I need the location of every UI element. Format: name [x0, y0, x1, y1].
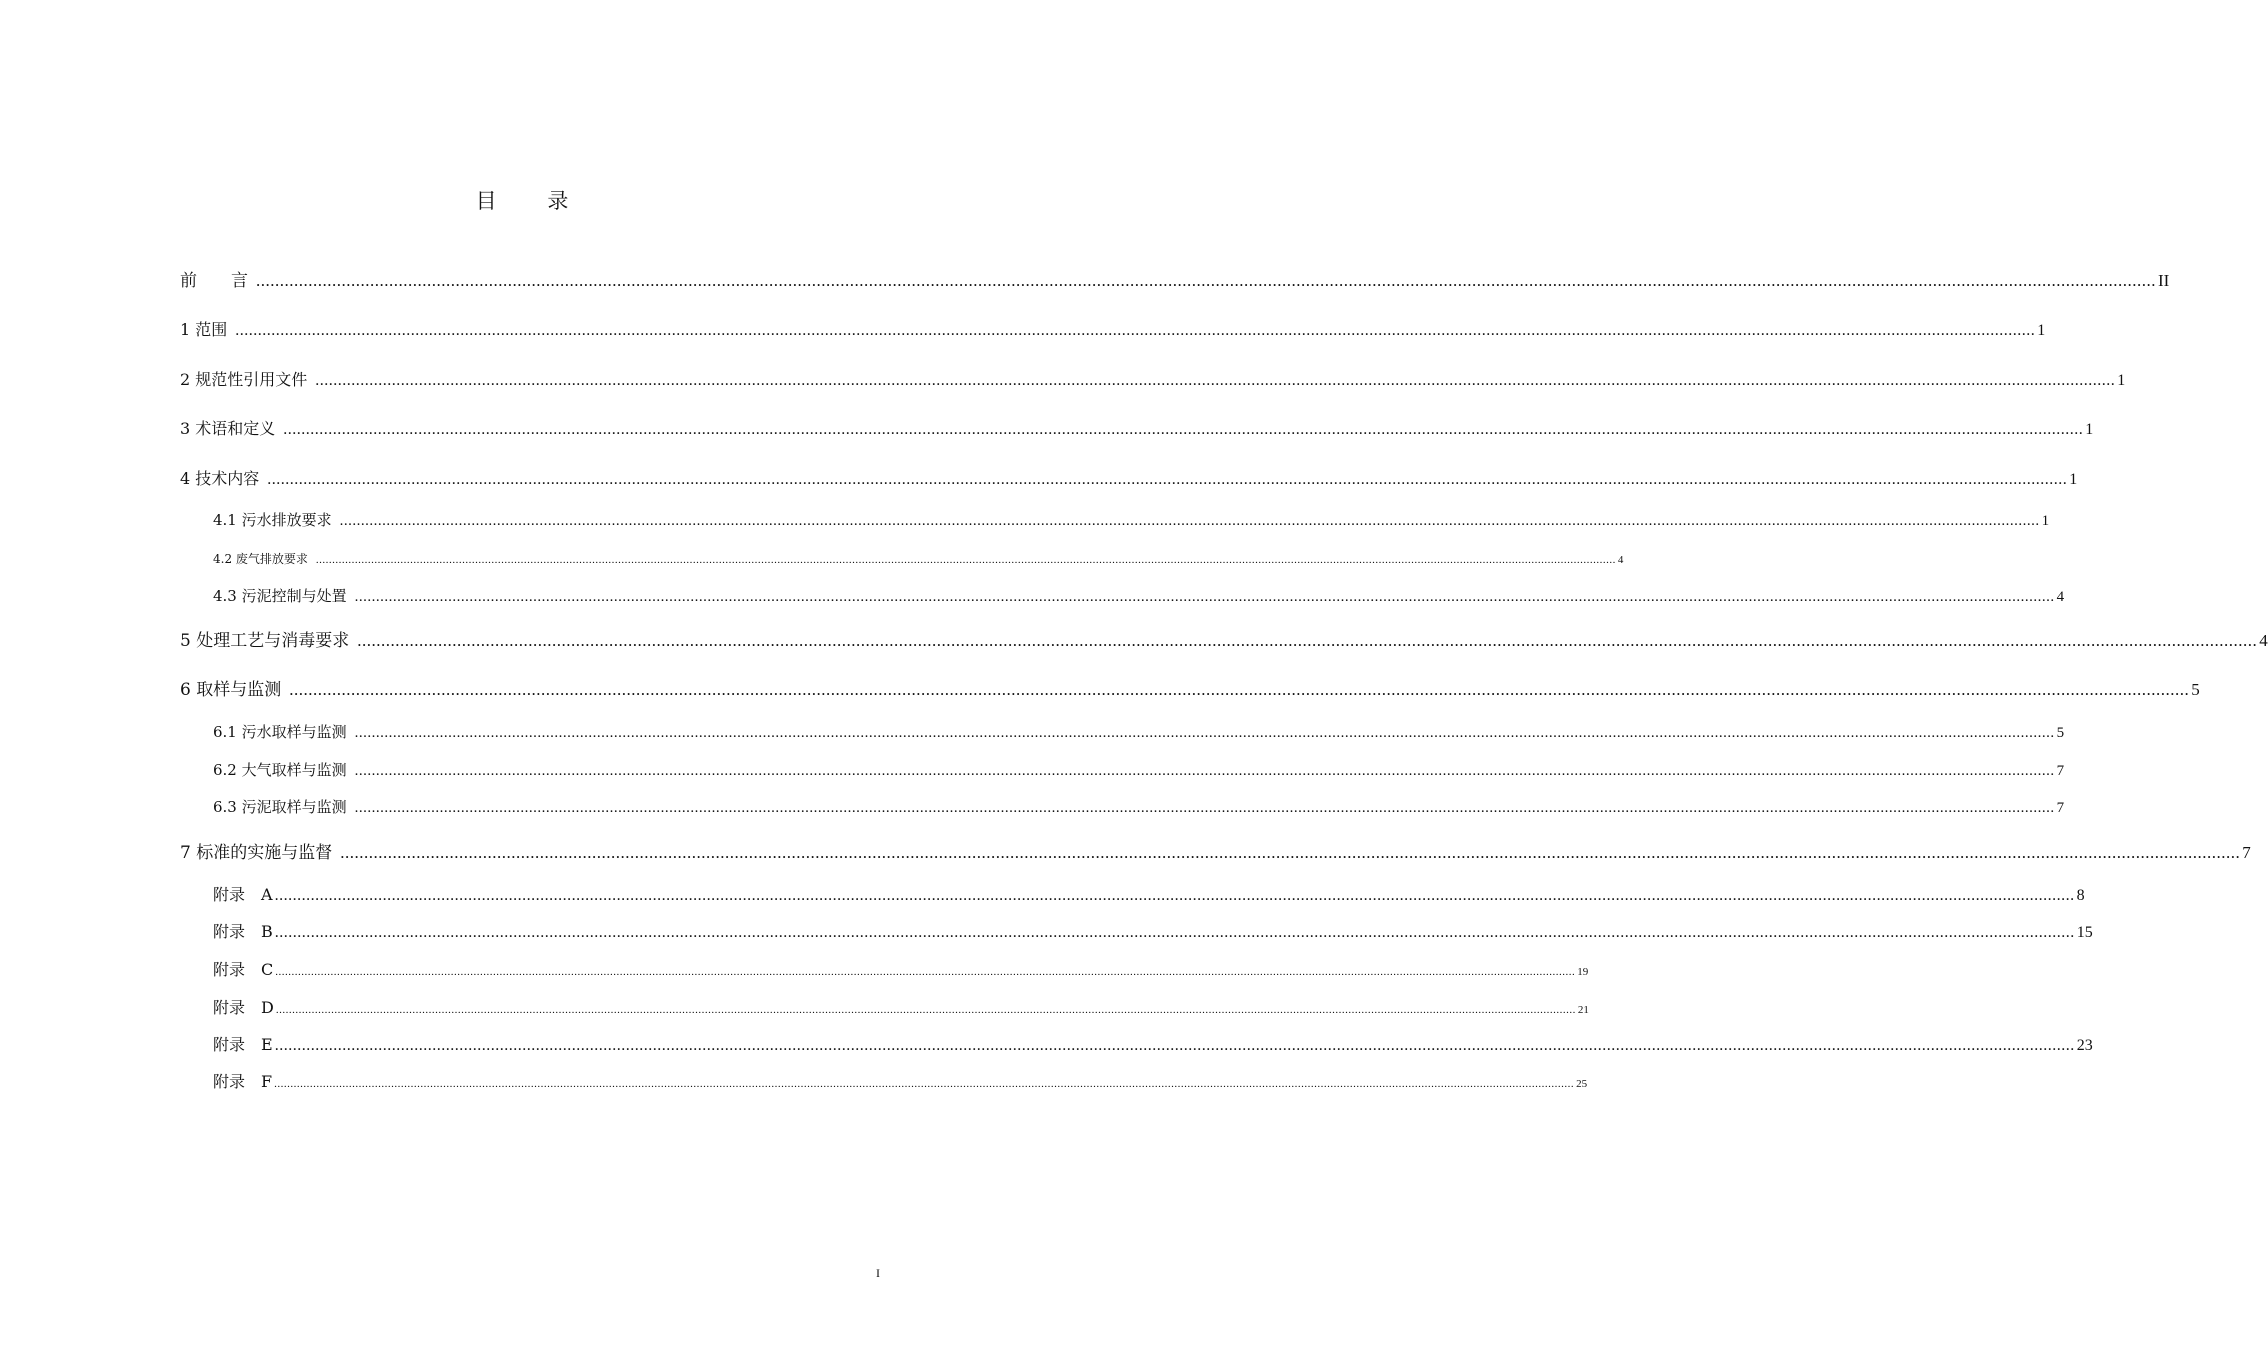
- toc-leader-dots: ................................................................................................................................................................................................................................................................................................................................................................................................................: [274, 1078, 1575, 1090]
- toc-entry-3[interactable]: [180, 416, 2094, 439]
- toc-leader-dots: ................................................................................................................................................................................................................................................................................................................................................................................................................: [354, 763, 2055, 779]
- toc-entry-6[interactable]: [180, 675, 2200, 700]
- toc-label: 4.2 废气排放要求: [213, 552, 308, 566]
- toc-page-number: 15: [2076, 924, 2093, 941]
- toc-page-number: 5: [2056, 725, 2065, 741]
- toc-leader-dots: ................................................................................................................................................................................................................................................................................................................................................................................................................: [283, 421, 2084, 438]
- toc-leader-dots: ................................................................................................................................................................................................................................................................................................................................................................................................................: [315, 372, 2116, 389]
- toc-page-number: 1: [2037, 322, 2046, 339]
- toc-entry-appendix-e[interactable]: [213, 1032, 2093, 1055]
- toc-leader-dots: ................................................................................................................................................................................................................................................................................................................................................................................................................: [357, 631, 2258, 650]
- toc-leader-dots: ................................................................................................................................................................................................................................................................................................................................................................................................................: [274, 887, 2075, 904]
- toc-page-number: 7: [2056, 763, 2065, 779]
- toc-label: 3 术语和定义: [180, 419, 276, 438]
- toc-entry-appendix-d[interactable]: [213, 995, 1589, 1018]
- toc-label: 附录 E: [213, 1035, 273, 1054]
- toc-page-number: 1: [2117, 372, 2126, 389]
- toc-page-number: 1: [2041, 513, 2050, 529]
- toc-label: 7 标准的实施与监督: [180, 843, 333, 863]
- toc-page-number: 1: [2085, 421, 2094, 438]
- toc-page-number: 4: [2056, 589, 2065, 605]
- toc-entry-7[interactable]: [180, 838, 2251, 863]
- toc-leader-dots: ................................................................................................................................................................................................................................................................................................................................................................................................................: [340, 843, 2241, 862]
- toc-label: 5 处理工艺与消毒要求: [180, 631, 350, 651]
- toc-page-number: 1: [2069, 471, 2078, 488]
- toc-entry-appendix-f[interactable]: [213, 1069, 1588, 1092]
- toc-label: 6.1 污水取样与监测: [213, 723, 347, 741]
- toc-page-number: 4: [2259, 631, 2268, 650]
- toc-leader-dots: ................................................................................................................................................................................................................................................................................................................................................................................................................: [354, 589, 2055, 605]
- toc-page-number: 7: [2056, 800, 2065, 816]
- toc-entry-appendix-b[interactable]: [213, 919, 2093, 942]
- toc-page-number: II: [2158, 271, 2170, 290]
- toc-leader-dots: ................................................................................................................................................................................................................................................................................................................................................................................................................: [274, 924, 2075, 941]
- toc-page-number: 21: [1577, 1004, 1589, 1016]
- toc-label: 6.2 大气取样与监测: [213, 761, 347, 779]
- toc-leader-dots: ................................................................................................................................................................................................................................................................................................................................................................................................................: [354, 800, 2055, 816]
- toc-leader-dots: ................................................................................................................................................................................................................................................................................................................................................................................................................: [267, 471, 2068, 488]
- toc-label: 4.3 污泥控制与处置: [213, 587, 347, 605]
- toc-label: 附录 A: [213, 885, 273, 904]
- toc-label: 4 技术内容: [180, 469, 260, 488]
- toc-page-number: 19: [1577, 966, 1589, 978]
- page-title: 目 录: [475, 189, 591, 213]
- toc-entry-appendix-a[interactable]: [213, 882, 2085, 905]
- toc-leader-dots: ................................................................................................................................................................................................................................................................................................................................................................................................................: [354, 725, 2055, 741]
- toc-label: 附录 F: [213, 1072, 273, 1091]
- toc-leader-dots: ................................................................................................................................................................................................................................................................................................................................................................................................................: [275, 966, 1576, 978]
- toc-page-number: 8: [2076, 887, 2085, 904]
- toc-label: 2 规范性引用文件: [180, 370, 308, 389]
- toc-page-number: 23: [2076, 1037, 2093, 1054]
- toc-label: 1 范围: [180, 320, 228, 339]
- toc-label: 附录 D: [213, 998, 274, 1017]
- toc-page-number: 25: [1576, 1078, 1588, 1090]
- toc-label: 附录 B: [213, 922, 273, 941]
- toc-leader-dots: ................................................................................................................................................................................................................................................................................................................................................................................................................: [315, 554, 1616, 566]
- toc-leader-dots: ................................................................................................................................................................................................................................................................................................................................................................................................................: [256, 271, 2156, 290]
- toc-entry-6-2[interactable]: [213, 759, 2065, 780]
- toc-page-number: 7: [2242, 843, 2251, 862]
- toc-entry-1[interactable]: [180, 317, 2046, 340]
- toc-entry-4-1[interactable]: [213, 509, 2050, 530]
- toc-page-number: 5: [2191, 680, 2200, 699]
- toc-entry-preface[interactable]: [180, 266, 2170, 291]
- toc-label: 前 言: [180, 271, 248, 291]
- toc-entry-5[interactable]: [180, 626, 2268, 651]
- toc-entry-4[interactable]: [180, 466, 2078, 489]
- footer-page-number: I: [876, 1266, 880, 1280]
- toc-leader-dots: ................................................................................................................................................................................................................................................................................................................................................................................................................: [235, 322, 2036, 339]
- toc-label: 6.3 污泥取样与监测: [213, 798, 347, 816]
- toc-leader-dots: ................................................................................................................................................................................................................................................................................................................................................................................................................: [289, 680, 2190, 699]
- toc-entry-2[interactable]: [180, 367, 2126, 390]
- toc-entry-4-3[interactable]: [213, 585, 2065, 606]
- toc-entry-4-2[interactable]: [213, 550, 1624, 567]
- toc-page-number: 4: [1617, 554, 1624, 566]
- toc-leader-dots: ................................................................................................................................................................................................................................................................................................................................................................................................................: [339, 513, 2040, 529]
- toc-leader-dots: ................................................................................................................................................................................................................................................................................................................................................................................................................: [274, 1037, 2075, 1054]
- toc-entry-6-1[interactable]: [213, 721, 2065, 742]
- toc-label: 附录 C: [213, 960, 274, 979]
- toc-entry-appendix-c[interactable]: [213, 957, 1589, 980]
- toc-label: 4.1 污水排放要求: [213, 511, 332, 529]
- toc-label: 6 取样与监测: [180, 680, 282, 700]
- toc-leader-dots: ................................................................................................................................................................................................................................................................................................................................................................................................................: [275, 1004, 1576, 1016]
- toc-entry-6-3[interactable]: [213, 796, 2065, 817]
